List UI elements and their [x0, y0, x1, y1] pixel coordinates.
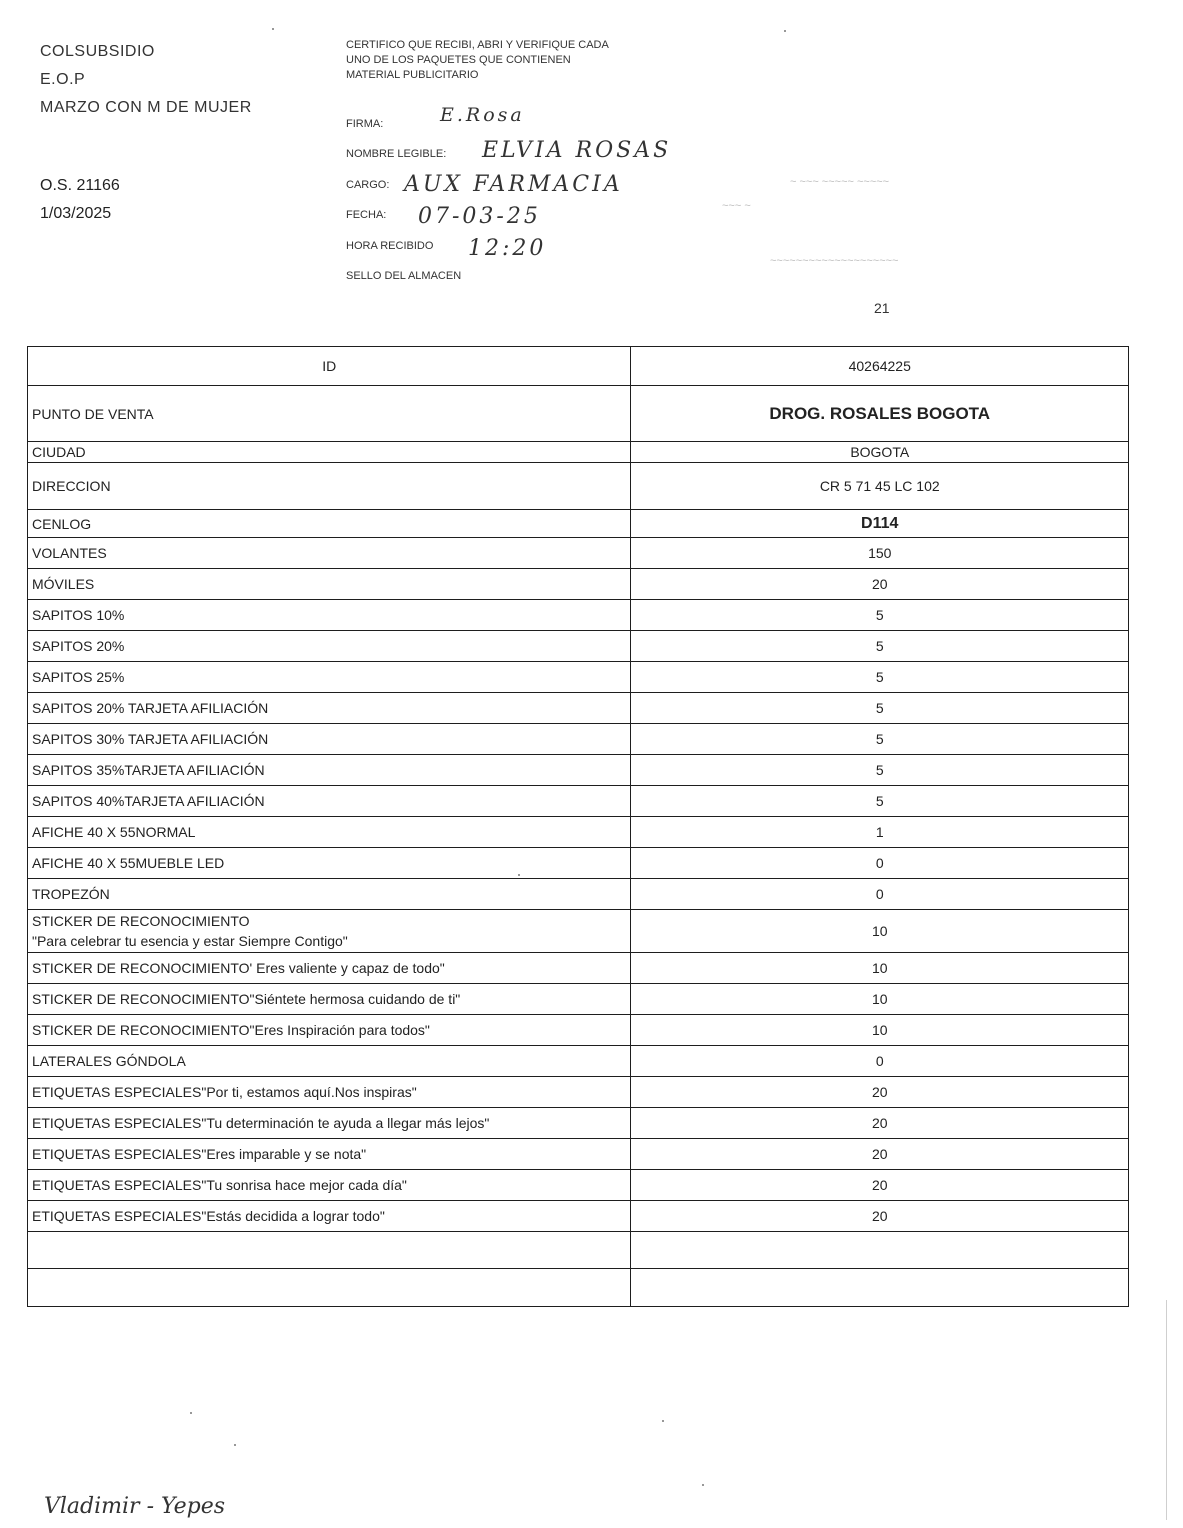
- scan-speck: [518, 874, 520, 876]
- item-qty: 5: [631, 724, 1129, 755]
- table-row: [28, 1077, 1129, 1108]
- punto-venta-value: DROG. ROSALES BOGOTA: [631, 386, 1129, 442]
- store-stamp-faded-3: ~~~~~~~~~~~~~~~~~~~~: [770, 255, 899, 267]
- fecha-value: 07-03-25: [418, 204, 541, 229]
- item-qty: 20: [631, 1201, 1129, 1232]
- hora-value: 12:20: [468, 236, 547, 261]
- cenlog-label: CENLOG: [28, 510, 631, 538]
- table-row: [28, 662, 1129, 693]
- table-row-id: [28, 347, 1129, 386]
- table-row: [28, 631, 1129, 662]
- table-row: [28, 755, 1129, 786]
- ciudad-label: CIUDAD: [28, 442, 631, 463]
- order-date: 1/03/2025: [40, 205, 112, 222]
- ciudad-value: BOGOTA: [631, 442, 1129, 463]
- store-stamp-faded: ~ ~~~ ~~~~~ ~~~~~: [790, 176, 890, 188]
- footer-handwritten-signature: Vladimir - Yepes: [44, 1494, 226, 1519]
- table-row: [28, 1139, 1129, 1170]
- id-label: ID: [28, 347, 631, 386]
- scan-speck: [662, 1420, 664, 1422]
- table-row: [28, 848, 1129, 879]
- empty-cell: [28, 1232, 631, 1269]
- scan-speck: [702, 1484, 704, 1486]
- table-row: [28, 1015, 1129, 1046]
- item-qty: 5: [631, 786, 1129, 817]
- table-row: [28, 1108, 1129, 1139]
- sheet-number: 21: [874, 300, 890, 316]
- item-qty: 10: [631, 984, 1129, 1015]
- table-row: [28, 1201, 1129, 1232]
- item-label: TROPEZÓN: [28, 879, 631, 910]
- order-number: O.S. 21166: [40, 177, 120, 194]
- direccion-value: CR 5 71 45 LC 102: [631, 463, 1129, 510]
- table-row-empty: [28, 1269, 1129, 1307]
- sticker-label-line2: "Para celebrar tu esencia y estar Siempre Contigo": [32, 933, 348, 949]
- item-qty: 5: [631, 600, 1129, 631]
- table-row: [28, 953, 1129, 984]
- item-label: ETIQUETAS ESPECIALES"Por ti, estamos aquí.Nos inspiras": [28, 1077, 631, 1108]
- item-qty: 1: [631, 817, 1129, 848]
- table-row-sticker-two-line: [28, 910, 1129, 953]
- nombre-value: ELVIA ROSAS: [482, 138, 672, 163]
- item-qty: 5: [631, 755, 1129, 786]
- item-label: SAPITOS 35%TARJETA AFILIACIÓN: [28, 755, 631, 786]
- table-row: [28, 786, 1129, 817]
- item-label: SAPITOS 10%: [28, 600, 631, 631]
- item-label: SAPITOS 20% TARJETA AFILIACIÓN: [28, 693, 631, 724]
- item-label: ETIQUETAS ESPECIALES"Eres imparable y se nota": [28, 1139, 631, 1170]
- header-company-block: [40, 38, 252, 122]
- item-qty: 0: [631, 848, 1129, 879]
- cenlog-value: D114: [631, 510, 1129, 538]
- item-label: STICKER DE RECONOCIMIENTO"Eres Inspiración para todos": [28, 1015, 631, 1046]
- item-label: MÓVILES: [28, 569, 631, 600]
- table-row-empty: [28, 1232, 1129, 1269]
- item-label: SAPITOS 30% TARJETA AFILIACIÓN: [28, 724, 631, 755]
- table-row: [28, 1170, 1129, 1201]
- item-label: LATERALES GÓNDOLA: [28, 1046, 631, 1077]
- firma-signature: E.Rosa: [440, 104, 525, 126]
- nombre-label: NOMBRE LEGIBLE:: [346, 148, 447, 160]
- material-delivery-table: [27, 346, 1129, 1307]
- direccion-label: DIRECCION: [28, 463, 631, 510]
- scan-speck: [190, 1412, 192, 1414]
- sticker-label-line1: STICKER DE RECONOCIMIENTO: [32, 913, 250, 929]
- item-label: SAPITOS 20%: [28, 631, 631, 662]
- table-row: [28, 724, 1129, 755]
- item-qty: 0: [631, 1046, 1129, 1077]
- punto-venta-label: PUNTO DE VENTA: [28, 386, 631, 442]
- table-row-cenlog: [28, 510, 1129, 538]
- item-label: AFICHE 40 X 55MUEBLE LED: [28, 848, 631, 879]
- item-qty: 20: [631, 569, 1129, 600]
- item-label: SAPITOS 25%: [28, 662, 631, 693]
- company-name: COLSUBSIDIO: [40, 43, 155, 60]
- table-row: [28, 693, 1129, 724]
- table-row: [28, 1046, 1129, 1077]
- order-info: [40, 172, 120, 228]
- table-row: [28, 879, 1129, 910]
- firma-label: FIRMA:: [346, 118, 384, 130]
- item-label: ETIQUETAS ESPECIALES"Estás decidida a lograr todo": [28, 1201, 631, 1232]
- certificate-statement: [346, 38, 626, 83]
- scan-edge-line: [1166, 1300, 1167, 1520]
- item-label: AFICHE 40 X 55NORMAL: [28, 817, 631, 848]
- fecha-label: FECHA:: [346, 209, 387, 221]
- table-row: [28, 538, 1129, 569]
- table-row: [28, 817, 1129, 848]
- item-label: VOLANTES: [28, 538, 631, 569]
- unit-name: E.O.P: [40, 71, 86, 88]
- table-row: [28, 984, 1129, 1015]
- campaign-name: MARZO CON M DE MUJER: [40, 99, 252, 116]
- item-qty: 150: [631, 538, 1129, 569]
- sticker-label: [28, 910, 631, 953]
- scan-speck: [272, 28, 274, 30]
- scan-speck: [784, 30, 786, 32]
- item-label: ETIQUETAS ESPECIALES"Tu sonrisa hace mejor cada día": [28, 1170, 631, 1201]
- item-qty: 5: [631, 631, 1129, 662]
- cargo-label: CARGO:: [346, 179, 390, 191]
- id-value: 40264225: [631, 347, 1129, 386]
- item-qty: 20: [631, 1170, 1129, 1201]
- table-row-ciudad: [28, 442, 1129, 463]
- certificate-text: CERTIFICO QUE RECIBI, ABRI Y VERIFIQUE CADA UNO DE LOS PAQUETES QUE CONTIENEN MATERIAL PUBLICITARIO: [346, 39, 609, 81]
- scan-speck: [234, 1444, 236, 1446]
- item-qty: 10: [631, 953, 1129, 984]
- item-qty: 20: [631, 1108, 1129, 1139]
- sello-label: SELLO DEL ALMACEN: [346, 270, 462, 282]
- item-label: STICKER DE RECONOCIMIENTO"Siéntete hermosa cuidando de ti": [28, 984, 631, 1015]
- store-stamp-faded-2: ~~~ ~: [722, 200, 751, 212]
- empty-cell: [631, 1232, 1129, 1269]
- item-label: STICKER DE RECONOCIMIENTO' Eres valiente y capaz de todo": [28, 953, 631, 984]
- empty-cell: [28, 1269, 631, 1307]
- item-qty: 20: [631, 1077, 1129, 1108]
- empty-cell: [631, 1269, 1129, 1307]
- table-row-direccion: [28, 463, 1129, 510]
- item-qty: 5: [631, 662, 1129, 693]
- table-row: [28, 569, 1129, 600]
- item-qty: 5: [631, 693, 1129, 724]
- item-label: ETIQUETAS ESPECIALES"Tu determinación te ayuda a llegar más lejos": [28, 1108, 631, 1139]
- item-label: SAPITOS 40%TARJETA AFILIACIÓN: [28, 786, 631, 817]
- item-qty: 0: [631, 879, 1129, 910]
- item-qty: 20: [631, 1139, 1129, 1170]
- cargo-value: AUX FARMACIA: [404, 172, 623, 197]
- hora-label: HORA RECIBIDO: [346, 240, 434, 252]
- item-qty: 10: [631, 1015, 1129, 1046]
- table-row-punto-venta: [28, 386, 1129, 442]
- table-row: [28, 600, 1129, 631]
- sticker-qty: 10: [631, 910, 1129, 953]
